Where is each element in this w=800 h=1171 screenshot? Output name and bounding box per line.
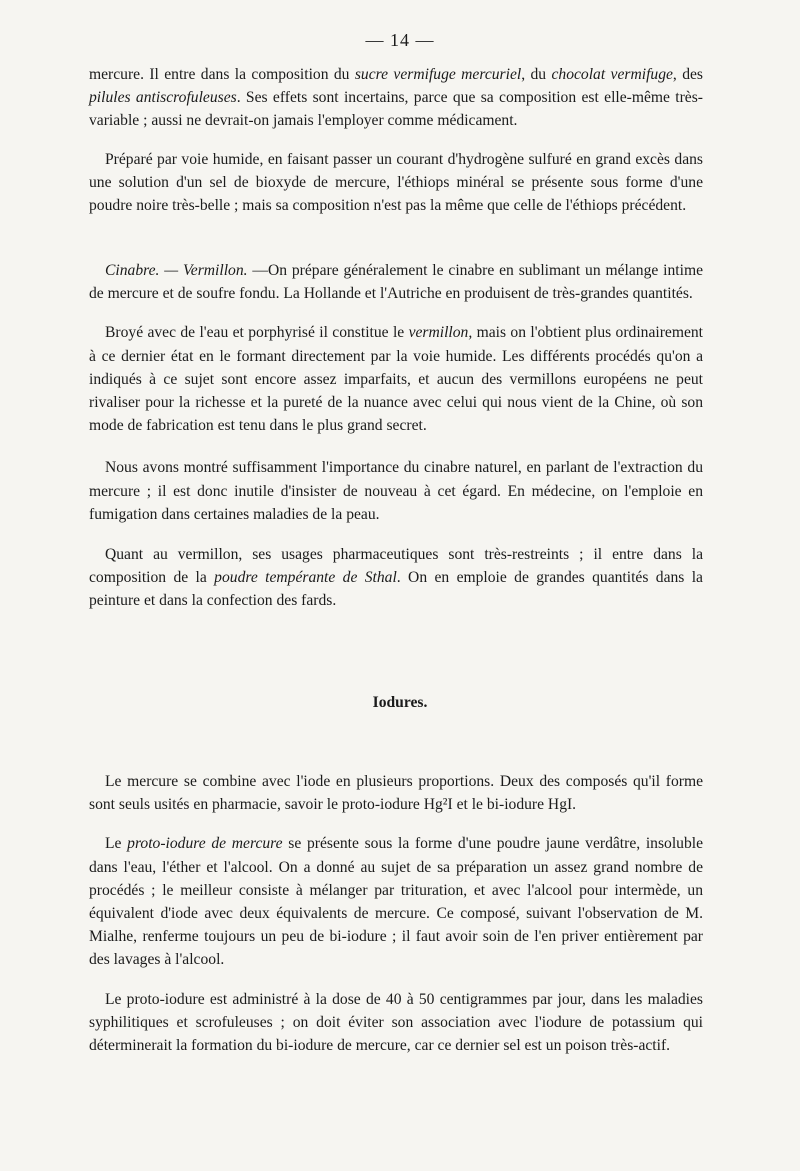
page-number: — 14 —: [365, 30, 435, 50]
paragraph: [89, 456, 703, 526]
text-run: mais on l'obtient plus ordinairement à ce dernier état en le formant directement par la voie humide. Les différents procédés qu'on a indiqués à ce sujet sont encore assez imparfaits, et aucun des vermillons européens ne peut rivaliser pour la richesse et la pureté de la nuance avec celui qui nous vient de la Chine, où son mode de fabrication est tenu dans le plus grand secret.: [89, 324, 704, 435]
paragraph: [89, 543, 703, 613]
text-run: . Ses effets sont incertains, parce que sa composition est elle-même très-variable ; aussi ne devrait-on jamais l'employer comme médicament.: [89, 89, 703, 130]
text-run: Quant au vermillon, ses usages pharmaceutiques sont très-restreints ; il entre dans la composition de la: [89, 546, 703, 587]
paragraph: [89, 988, 703, 1058]
paragraph: [89, 321, 703, 437]
text-block-iodures: [89, 770, 703, 1057]
paragraph: [89, 148, 703, 218]
text-run: Préparé par voie humide, en faisant passer un courant d'hydrogène sulfuré en grand excès dans une solution d'un sel de bioxyde de mercure, l'éthiops minéral se présente sous forme d'une poudre noire très-belle ; mais sa composition n'est pas la même que celle de l'éthiops précédent.: [89, 150, 703, 215]
italic-text-run: vermillon,: [408, 324, 473, 342]
paragraph: [89, 259, 703, 305]
italic-text-run: chocolat vermifuge: [551, 66, 673, 83]
italic-text-run: poudre tempérante de Sthal: [214, 569, 397, 587]
paragraph: [89, 63, 703, 133]
text-block-ethiops: [89, 63, 703, 217]
text-run: Le: [105, 835, 128, 853]
text-run: —On prépare généralement le cinabre en sublimant un mélange intime de mercure et de soufre fondu. La Hollande et l'Autriche en produisent de très-grandes quantités.: [89, 262, 703, 303]
text-run: Le mercure se combine avec l'iode en plusieurs proportions. Deux des composés qu'il forme sont seuls usités en pharmacie, savoir le proto-iodure Hg²I et le bi-iodure HgI.: [89, 773, 703, 814]
text-run: Nous avons montré suffisamment l'importance du cinabre naturel, en parlant de l'extraction du mercure ; il est donc inutile d'insister de nouveau à cet égard. En médecine, on l'emploie en fumigation dans certaines maladies de la peau.: [89, 459, 703, 523]
paragraph: [89, 832, 703, 971]
text-run: Broyé avec de l'eau et porphyrisé il constitue le: [105, 324, 409, 342]
italic-text-run: proto-iodure de mercure: [127, 835, 283, 853]
text-run: , des: [672, 66, 703, 83]
text-run: mercure. Il entre dans la composition du: [89, 66, 355, 83]
italic-text-run: pilules antiscrofuleuses: [89, 89, 237, 107]
section-heading: Iodures.: [372, 694, 428, 711]
italic-text-run: sucre vermifuge mercuriel: [354, 66, 522, 83]
text-run: se présente sous la forme d'une poudre jaune verdâtre, insoluble dans l'eau, l'éther et l'alcool. On a donné au sujet de sa préparation un assez grand nombre de procédés ; le meilleur consiste à mélanger par trituration, et avec l'alcool pour intermède, un équivalent d'iode avec deux équivalents de mercure. Ce composé, suivant l'observation de M. Mialhe, renferme toujours un peu de bi-iodure ; il faut avoir soin de l'en priver entièrement par des lavages à l'alcool.: [89, 835, 703, 969]
text-run: , du: [521, 66, 552, 83]
text-run: . On en emploie de grandes quantités dans la peinture et dans la confection des fards.: [89, 569, 703, 610]
paragraph: [89, 770, 703, 816]
italic-text-run: Cinabre. — Vermillon.: [105, 262, 248, 279]
text-run: Le proto-iodure est administré à la dose de 40 à 50 centigrammes par jour, dans les maladies syphilitiques et scrofuleuses ; on doit éviter son association avec l'iodure de potassium qui déterminerait la formation du bi-iodure de mercure, car ce dernier sel est un poison très-actif.: [89, 990, 703, 1055]
text-block-cinabre: [89, 259, 703, 613]
